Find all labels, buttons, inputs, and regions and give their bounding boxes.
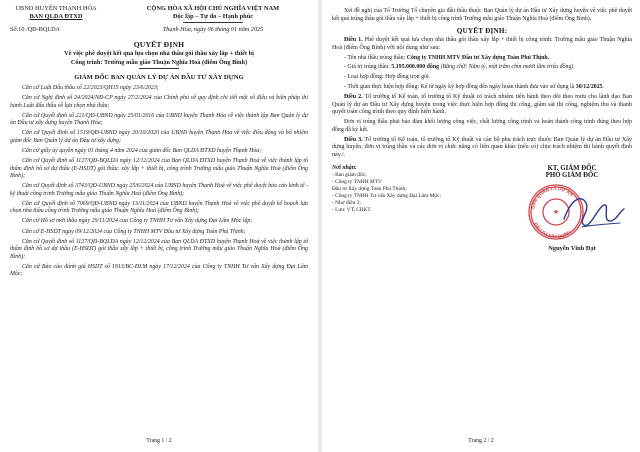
duration-label: - Thời gian thực hiện hợp đồng:	[344, 84, 420, 91]
sign-title-line1: KT. GIÁM ĐỐC	[547, 165, 597, 173]
doc-number: Số:10 /QĐ-BQLDA	[10, 26, 61, 33]
agency-name: BAN QLDA ĐTXD	[29, 13, 83, 20]
doc-meta-row	[10, 26, 308, 33]
intro-paragraph: Xét đề nghị của Tổ Trưởng Tổ chuyên gia đấu thầu thuộc Ban Quản lý dự án Đầu tư Xây dựng huyện về việc phê duyệt kết quả trúng thầu gói thầu xây lắp + thiết bị công trình Trường mẫu giáo Thuận Nghĩa Hoà (điểm Ông Bình).	[332, 8, 632, 22]
signature-icon	[564, 199, 624, 226]
seal-text-bottom: ĐẦU TƯ XÂY DỰNG	[533, 222, 572, 240]
decision-heading: QUYẾT ĐỊNH:	[456, 27, 508, 35]
page-number: Trang 2 / 2	[468, 438, 494, 444]
contract-type: - Loại hợp đồng: Hợp đồng trọn gói.	[344, 74, 431, 81]
article-3	[332, 137, 632, 160]
price-label: - Giá trị trúng thầu:	[344, 64, 390, 71]
article-2-text: Tổ trưởng tổ Kế toán, tổ trưởng tổ Kỹ thuật có trách nhiệm tiến hành theo dõi theo mưu cho lãnh đạo Ban Quản lý dự án Đầu tư Xây dựng huyện trong việc thực hiện hợp đồng thi công, giám sát thi công, nghiệm thu và thanh quyết toán công trình theo quy định hiện hành.	[332, 94, 632, 116]
agency-parent: UBND HUYỆN THẠNH HÓA	[15, 5, 97, 12]
signer-name: Nguyễn Vĩnh Đạt	[548, 245, 596, 253]
svg-text:★: ★	[552, 208, 560, 217]
recipient-item: - Lưu: VT, CBKT.	[332, 207, 372, 214]
document-header	[10, 5, 308, 23]
document-subject-line2: Công trình: Trường mẫu giáo Thuận Nghĩa Hoà (điểm Ông Bình)	[70, 58, 248, 66]
recipient-item: - Ban giám đốc;	[332, 172, 367, 179]
article-1	[332, 37, 632, 52]
document-title: QUYẾT ĐỊNH	[133, 40, 185, 49]
subject-underline	[139, 68, 179, 69]
recipient-item: - Công ty TNHH MTV	[332, 179, 382, 186]
article-1-text: Phê duyệt kết quả lựa chọn nhà thầu gói thầu xây lắp + thiết bị công trình: Trường mẫu giáo Thuận Nghĩa Hoà (điểm Ông Bình) với nội dung như sau:	[332, 37, 632, 51]
document-page-1	[0, 0, 318, 452]
duration-text: Kể từ ngày ký hợp đồng đến ngày hoàn thành đưa vào sử dụng là	[420, 84, 575, 91]
recipients-label: Nơi nhận:	[332, 165, 357, 172]
motto: Độc lập – Tự do – Hạnh phúc	[172, 13, 254, 20]
winner-line	[332, 55, 632, 63]
citation: Căn cứ E-HSDT ngày 09/12/2024 của Công ty TNHH MTV Đầu tư Xây dựng Toàn Phú Thịnh;	[22, 228, 246, 235]
recipients-block	[332, 165, 477, 252]
signature-section	[332, 165, 632, 252]
citation: Căn cứ Hồ sơ mời thầu ngày 29/11/2024 của Công ty TNHH Tư vấn Xây dựng Đại Lâm Mộc lập;	[22, 218, 253, 225]
seal-text-top: BAN QUẢN LÝ DỰ ÁN	[530, 186, 575, 210]
citation: Căn cứ Quyết định số 1127/QĐ-BQLDA ngày 12/12/2024 của Ban QLDA ĐTXD huyện Thạnh Hoá về việc thành lập tổ thẩm định hồ sơ dự thầu (E-HSDT) gói thầu: xây lắp + thiết bị, công trình Trường mẫu giáo Thuận Nghĩa Hoà (điểm Ông Bình);	[10, 158, 308, 180]
nation-name: CỘNG HÒA XÃ HỘI CHỦ NGHĨA VIỆT NAM	[146, 5, 280, 12]
citation: Căn cứ Nghị định số 24/2024/NĐ-CP ngày 27/2/2024 của Chính phủ về quy định chi tiết một số điều và biện pháp thi hành Luật đấu thầu về lựa chọn nhà thầu;	[10, 95, 308, 109]
document-subject-line1: Về việc phê duyệt kết quả lựa chọn nhà thầu gói thầu xây lắp + thiết bị	[64, 50, 254, 57]
article-3-label: Điều 3.	[344, 136, 363, 143]
winner-name: Công ty TNHH MTV Đầu tư Xây dựng Toàn Phú Thịnh.	[406, 54, 550, 61]
duration-line: - Thời gian thực hiện hợp đồng: Kể từ ngày ký hợp đồng đến ngày hoàn thành đưa vào sử dụng là 30/12/2025.	[344, 84, 605, 91]
winner-label: - Tên nhà thầu trúng thầu:	[344, 54, 406, 61]
stamp-and-signature	[512, 181, 632, 243]
citation: Căn cứ giấy ủy quyền ngày 01 tháng 4 năm 2024 của giám đốc Ban QLDA ĐTXD huyện Thạnh Hóa;	[22, 148, 262, 155]
citation: Căn cứ Quyết định số 1127/QĐ-BQLDA ngày 12/12/2024 của Ban QLDA ĐTXD huyện Thạnh Hoá về việc thành lập tổ thẩm định hồ sơ dự thầu (E-HSDT) gói thầu xây lắp + thiết bị, công trình Trường mẫu giáo Thuận Nghĩa Hoà (điểm Ông Bình);	[10, 238, 308, 260]
citation: Căn cứ Quyết định số 1519/QĐ-UBND ngày 20/10/2020 của UBND huyện Thạnh Hóa về việc điều động và bổ nhiệm giám đốc Ban Quản lý dự án Đầu tư xây dựng;	[10, 130, 308, 144]
recipient-item: - Như điều 3;	[332, 200, 361, 207]
issuing-agency	[10, 5, 102, 23]
page-number: Trang 1 / 2	[146, 438, 172, 444]
citation: Căn cứ Quyết định số 221/QĐ-UBND ngày 25/01/2016 của UBND huyện Thạnh Hóa về việc thành lập Ban Quản lý dự án Đầu tư xây dựng huyện Thạnh Hóa;	[10, 112, 308, 127]
motto-underline	[183, 22, 243, 23]
article-1-label: Điều 1.	[344, 37, 363, 43]
issuing-authority: GIÁM ĐỐC BAN QUẢN LÝ DỰ ÁN ĐẦU TƯ XÂY DỰNG	[74, 74, 244, 82]
citation: Căn cứ Quyết định số 3743/QĐ-UBND ngày 25/6/2024 của UBND huyện Thạnh Hoá về việc phê duyệt báo cáo kinh tế - kỹ thuật công trình Trường mẫu giáo Thuận Nghĩa Hoà (điểm Ông Bình);	[10, 183, 308, 197]
article-2-continued: Đơn vị trúng thầu phải bảo đảm khối lượng công việc, chất lượng công trình và hoàn thành công trình đúng theo hợp đồng đã ký kết.	[332, 119, 632, 133]
sign-title-line2: PHÓ GIÁM ĐỐC	[545, 172, 599, 180]
national-motto	[118, 5, 308, 23]
recipient-item: Đầu tư Xây dựng Toàn Phú Thịnh;	[332, 186, 407, 193]
article-2	[332, 94, 632, 117]
price-in-words: (Bằng chữ: Năm tỷ, một trăm chín mươi lăm triệu đồng)	[440, 64, 574, 71]
official-seal-icon	[512, 181, 632, 243]
signer-block	[512, 165, 632, 252]
price-line	[332, 64, 632, 72]
citation: Căn cứ Báo cáo đánh giá HSDT số 1913/BC-ĐLM ngày 17/12/2024 của Công ty TNHH Tư vấn Xây dựng Đại Lâm Mộc;	[10, 263, 308, 278]
recipient-item: - Công ty TNHH Tư vấn Xây dựng Đại Lâm Mộc;	[332, 193, 441, 200]
article-2-label: Điều 2.	[344, 94, 363, 101]
article-3-text: Tổ trưởng tổ Kế toán, tổ trưởng tổ Kỹ thuật và cán bộ phụ trách trực thuộc Ban Quản lý dự án Đầu tư Xây dựng huyện, đơn vị trúng thầu và các đơn vị chức năng có liên quan khác (nếu có) chịu trách nhiệm thi hành quyết định này./.	[332, 136, 632, 158]
document-page-2	[322, 0, 640, 452]
citation: Căn cứ Luật Đấu thầu số 22/2023/QH15 ngày 23/6/2023;	[22, 85, 159, 92]
place-date: Thạnh Hóa, ngày 06 tháng 01 năm 2025	[162, 26, 264, 33]
duration-date: 30/12/2025	[575, 84, 603, 91]
citation: Căn cứ Quyết định số 7069/QĐ-UBND ngày 13/11/2024 của UBND huyện Thạnh Hoá về việc phê duyệt kế hoạch lựa chọn nhà thầu công trình Trường mẫu giáo Thuận Nghĩa Hoà (điểm Ông Bình);	[10, 200, 308, 215]
citations-list	[10, 85, 308, 279]
price-value: 5.195.000.000 đồng	[391, 64, 440, 71]
